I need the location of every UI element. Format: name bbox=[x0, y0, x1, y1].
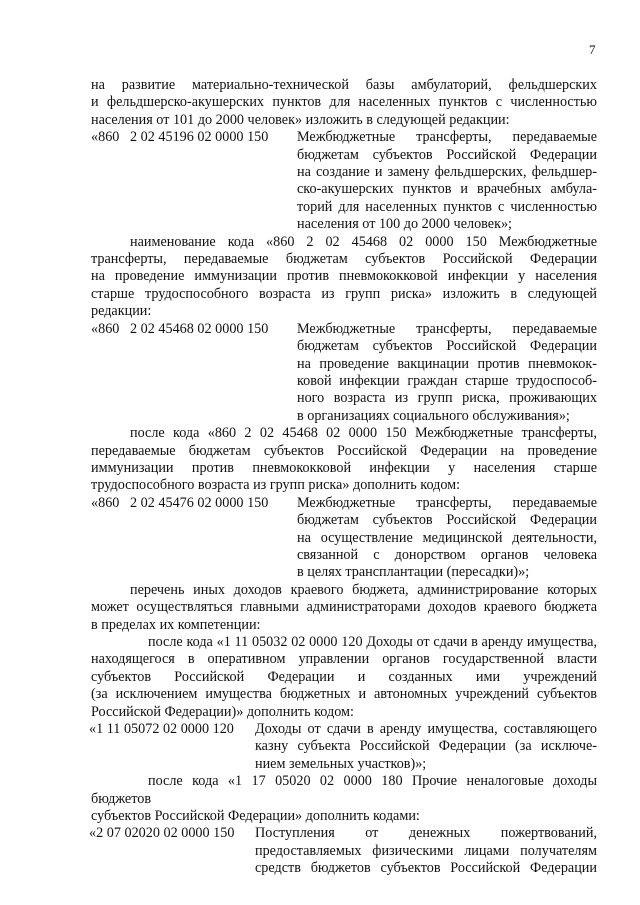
code-description bbox=[255, 825, 597, 877]
budget-code: «860 2 02 45196 02 0000 150 bbox=[91, 129, 269, 146]
description-line: ковой инфекции граждан старше трудоспособ- bbox=[297, 372, 597, 389]
budget-code: «1 11 05072 02 0000 120 bbox=[89, 721, 234, 738]
description-line: предоставляемых физическими лицами получателям bbox=[255, 842, 597, 859]
description-line: Доходы от сдачи в аренду имущества, составляющего bbox=[255, 721, 597, 738]
description-line: населения от 100 до 2000 человек»; bbox=[297, 216, 513, 233]
description-line: связанной с донорством органов человека bbox=[297, 546, 597, 563]
paragraph-line: трансферты, передаваемые бюджетам субъектов Российской Федерации bbox=[91, 251, 597, 268]
description-line: бюджетам субъектов Российской Федерации bbox=[297, 512, 597, 529]
code-entry bbox=[91, 321, 597, 425]
description-line: ного возраста из групп риска, проживающих bbox=[297, 390, 597, 407]
paragraph-line: субъектов Российской Федерации и созданных ими учреждений bbox=[91, 668, 597, 685]
paragraph-line: Российской Федерации)» дополнить кодом: bbox=[91, 703, 354, 720]
budget-code: «860 2 02 45476 02 0000 150 bbox=[91, 494, 269, 511]
description-line: ско-акушерских пунктов и врачебных амбула- bbox=[297, 181, 597, 198]
paragraph-line: после кода «860 2 02 45468 02 0000 150 Межбюджетные трансферты, bbox=[130, 425, 597, 442]
document-body bbox=[91, 77, 597, 878]
code-description bbox=[297, 129, 597, 233]
code-entry bbox=[91, 495, 597, 582]
code-description bbox=[297, 321, 597, 425]
code-entry bbox=[91, 721, 597, 773]
paragraph-line: на развитие материально-технической базы амбулаторий, фельдшерских bbox=[91, 77, 597, 93]
paragraph-line: (за исключением имущества бюджетных и автономных учреждений субъектов bbox=[91, 686, 597, 703]
description-line: средств бюджетов субъектов Российской Федерации bbox=[255, 860, 597, 877]
paragraph-line: после кода «1 17 05020 02 0000 180 Прочие неналоговые доходы бюджетов bbox=[91, 773, 597, 807]
paragraph-line: трудоспособного возраста из групп риска» дополнить кодом: bbox=[91, 477, 461, 494]
paragraph-line: может осуществляться главными администраторами доходов краевого бюджета bbox=[91, 599, 597, 616]
paragraph bbox=[91, 77, 597, 129]
paragraph-line: субъектов Российской Федерации» дополнить кодами: bbox=[91, 808, 420, 825]
paragraph-line: и фельдшерско-акушерских пунктов для населенных пунктов с численностью bbox=[91, 94, 597, 111]
description-line: Межбюджетные трансферты, передаваемые bbox=[297, 494, 597, 511]
paragraph-line: старше трудоспособного возраста из групп риска» изложить в следующей bbox=[91, 285, 597, 302]
paragraph-line: после кода «1 11 05032 02 0000 120 Доходы от сдачи в аренду имущества, bbox=[148, 634, 597, 650]
paragraph bbox=[91, 234, 597, 321]
code-description bbox=[255, 721, 597, 773]
description-line: казну субъекта Российской Федерации (за исключе- bbox=[255, 738, 597, 755]
budget-code: «2 07 02020 02 0000 150 bbox=[89, 825, 235, 842]
paragraph-line: перечень иных доходов краевого бюджета, администрирование которых bbox=[130, 581, 597, 598]
description-line: Межбюджетные трансферты, передаваемые bbox=[297, 129, 597, 146]
description-line: торий для населенных пунктов с численностью bbox=[297, 198, 597, 215]
paragraph-line: в пределах их компетенции: bbox=[91, 616, 261, 633]
paragraph-line: находящегося в оперативном управлении органов государственной власти bbox=[91, 651, 597, 668]
paragraph bbox=[91, 634, 597, 721]
paragraph bbox=[91, 582, 597, 634]
paragraph-line: наименование кода «860 2 02 45468 02 0000 150 Межбюджетные bbox=[130, 233, 597, 250]
code-entry bbox=[91, 129, 597, 233]
budget-code: «860 2 02 45468 02 0000 150 bbox=[91, 320, 269, 337]
description-line: нием земельных участков)»; bbox=[255, 755, 427, 772]
description-line: в организациях социального обслуживания»; bbox=[297, 407, 570, 424]
description-line: Поступления от денежных пожертвований, bbox=[255, 825, 597, 842]
paragraph-line: на проведение иммунизации против пневмококковой инфекции у населения bbox=[91, 268, 597, 285]
paragraph bbox=[91, 773, 597, 825]
paragraph-line: редакции: bbox=[91, 303, 152, 320]
paragraph-line: передаваемые бюджетам субъектов Российской Федерации на проведение bbox=[91, 442, 597, 459]
code-entry bbox=[91, 825, 597, 877]
description-line: на проведение вакцинации против пневмокок- bbox=[297, 355, 597, 372]
paragraph-line: населения от 101 до 2000 человек» изложить в следующей редакции: bbox=[91, 111, 510, 128]
description-line: бюджетам субъектов Российской Федерации bbox=[297, 338, 597, 355]
description-line: в целях трансплантации (пересадки)»; bbox=[297, 564, 530, 581]
description-line: бюджетам субъектов Российской Федерации bbox=[297, 146, 597, 163]
page-number: 7 bbox=[589, 42, 596, 57]
description-line: на осуществление медицинской деятельности, bbox=[297, 529, 597, 546]
description-line: на создание и замену фельдшерских, фельдшер- bbox=[297, 164, 597, 181]
code-description bbox=[297, 495, 597, 582]
paragraph-line: иммунизации против пневмококковой инфекции у населения старше bbox=[91, 459, 597, 476]
description-line: Межбюджетные трансферты, передаваемые bbox=[297, 320, 597, 337]
paragraph bbox=[91, 425, 597, 495]
